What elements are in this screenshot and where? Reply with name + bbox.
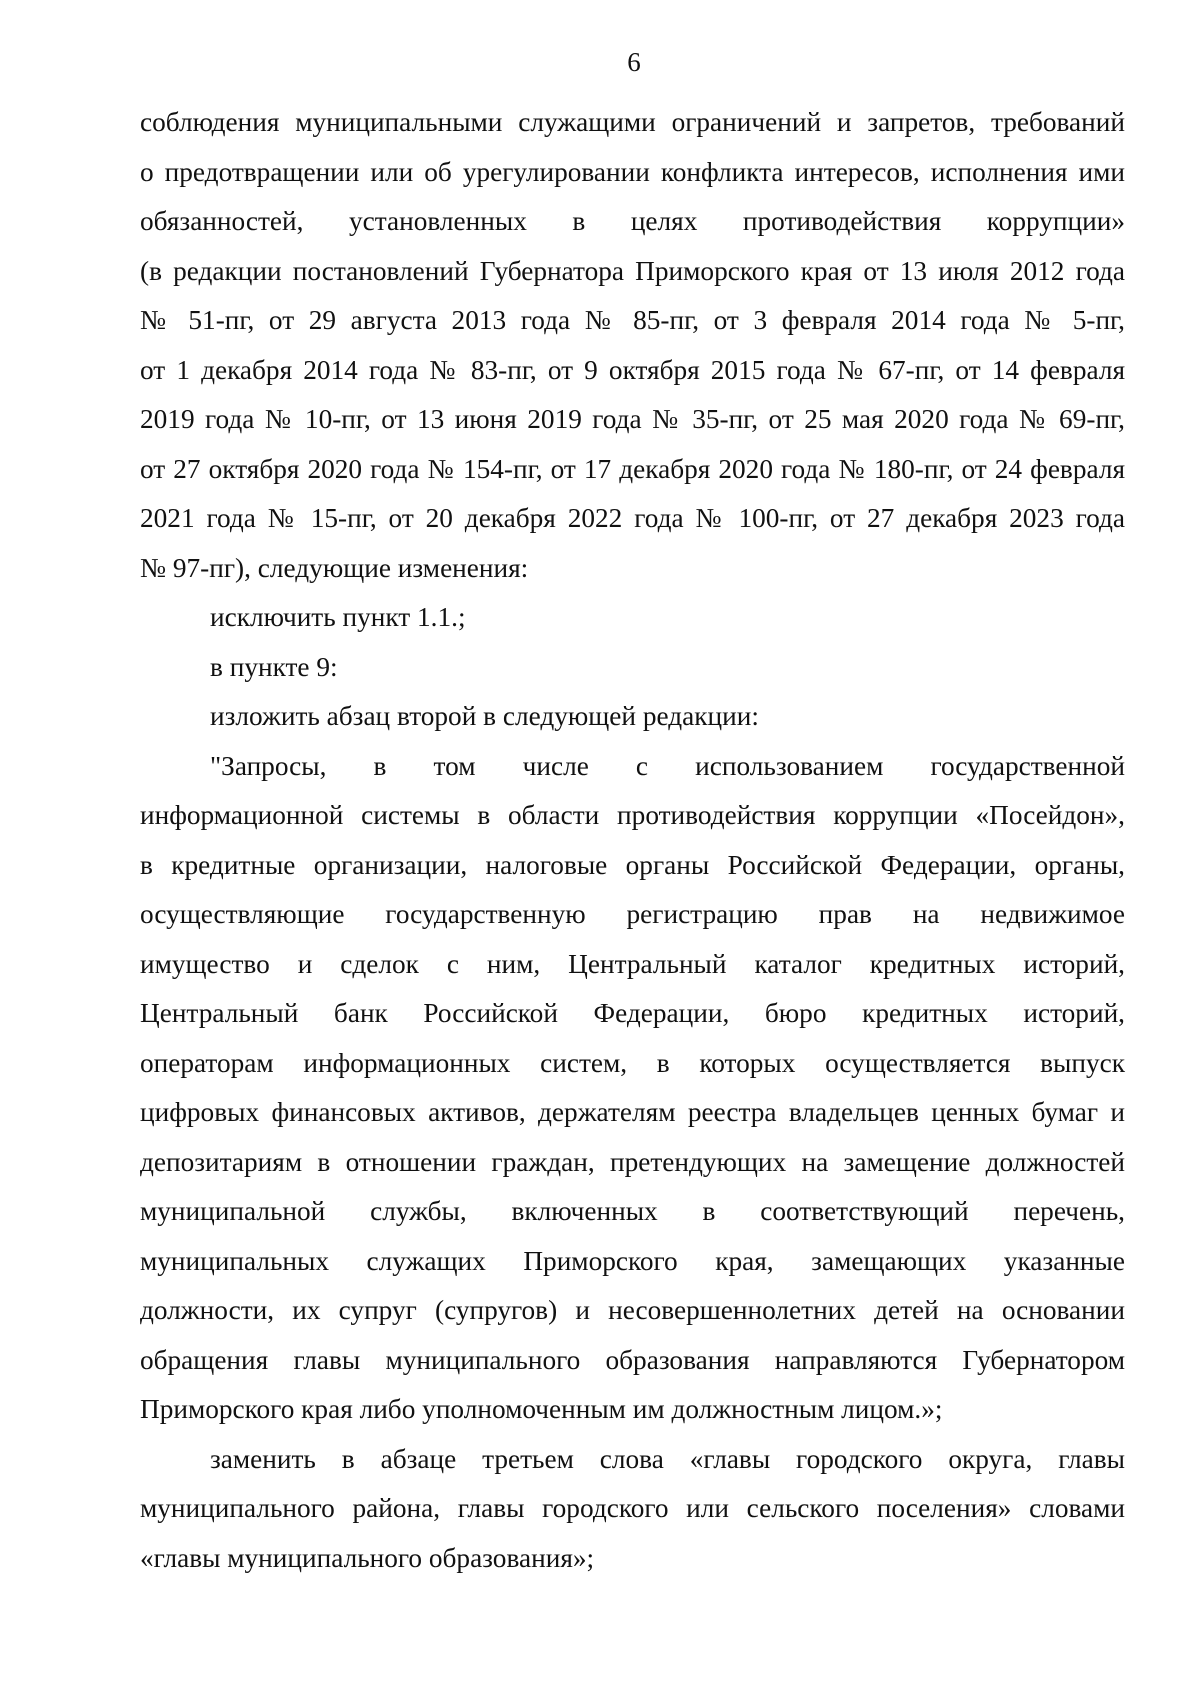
intro-paragraph <box>140 98 1125 593</box>
text-line: № 51-пг, от 29 августа 2013 года № 85-пг, от 3 февраля 2014 года № 5-пг, <box>140 305 1125 335</box>
text-line: «главы муниципального образования»; <box>140 1542 595 1573</box>
text-line: обязанностей, установленных в целях противодействия коррупции» <box>140 206 1125 236</box>
text-line: обращения главы муниципального образования направляются Губернатором <box>140 1344 1125 1375</box>
text-line: "Запросы, в том числе с использованием государственной <box>210 750 1125 781</box>
item-point9-paragraph <box>140 643 1125 693</box>
text-line: муниципальной службы, включенных в соответствующий перечень, <box>140 1196 1125 1226</box>
text-line: исключить пункт 1.1.; <box>210 602 466 632</box>
text-line: в пункте 9: <box>210 651 338 682</box>
text-line: 2019 года № 10-пг, от 13 июня 2019 года № 35-пг, от 25 мая 2020 года № 69-пг, <box>140 404 1125 434</box>
text-line: осуществляющие государственную регистрацию прав на недвижимое <box>140 899 1125 929</box>
text-line: от 1 декабря 2014 года № 83-пг, от 9 октября 2015 года № 67-пг, от 14 февраля <box>140 354 1125 385</box>
text-line: имущество и сделок с ним, Центральный каталог кредитных историй, <box>140 948 1125 979</box>
item-set-forth-paragraph <box>140 692 1125 742</box>
text-line: Приморского края либо уполномоченным им должностным лицом.»; <box>140 1394 943 1424</box>
text-line: 2021 года № 15-пг, от 20 декабря 2022 года № 100-пг, от 27 декабря 2023 года <box>140 503 1125 533</box>
text-line: соблюдения муниципальными служащими ограничений и запретов, требований <box>140 107 1125 137</box>
text-line: заменить в абзаце третьем слова «главы городского округа, главы <box>210 1443 1125 1474</box>
text-line: (в редакции постановлений Губернатора Приморского края от 13 июля 2012 года <box>140 255 1125 286</box>
text-line: изложить абзац второй в следующей редакции: <box>210 701 759 731</box>
text-line: о предотвращении или об урегулировании конфликта интересов, исполнения ими <box>140 156 1125 187</box>
text-line: муниципального района, главы городского или сельского поселения» словами <box>140 1493 1125 1523</box>
text-line: информационной системы в области противодействия коррупции «Посейдон», <box>140 800 1125 830</box>
item-exclude-paragraph <box>140 593 1125 643</box>
text-line: должности, их супруг (супругов) и несовершеннолетних детей на основании <box>140 1295 1125 1325</box>
text-line: цифровых финансовых активов, держателям реестра владельцев ценных бумаг и <box>140 1097 1125 1127</box>
text-line: депозитариям в отношении граждан, претендующих на замещение должностей <box>140 1146 1125 1177</box>
text-line: № 97-пг), следующие изменения: <box>140 552 529 583</box>
replace-paragraph <box>140 1435 1125 1584</box>
document-body <box>140 98 1125 1583</box>
text-line: Центральный банк Российской Федерации, бюро кредитных историй, <box>140 998 1125 1028</box>
text-line: в кредитные организации, налоговые органы Российской Федерации, органы, <box>140 849 1125 880</box>
text-line: операторам информационных систем, в которых осуществляется выпуск <box>140 1047 1125 1078</box>
text-line: муниципальных служащих Приморского края, замещающих указанные <box>140 1245 1125 1276</box>
page-number: 6 <box>627 47 641 77</box>
text-line: от 27 октября 2020 года № 154-пг, от 17 декабря 2020 года № 180-пг, от 24 февраля <box>140 453 1125 484</box>
quoted-paragraph <box>140 742 1125 1435</box>
